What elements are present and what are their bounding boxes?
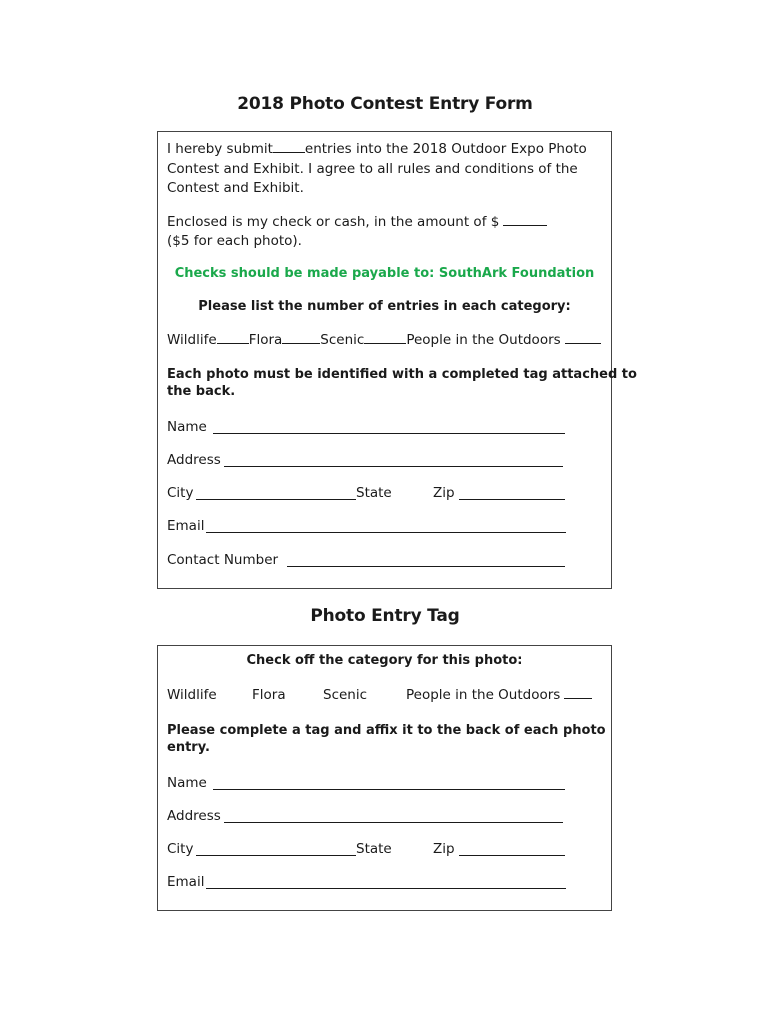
city-state-zip-row <box>167 484 565 502</box>
enclosed-line-1 <box>167 213 547 231</box>
address-field[interactable] <box>167 451 563 469</box>
email-line[interactable] <box>206 532 566 533</box>
submit-pre-text: I hereby submit <box>167 141 273 157</box>
city-line[interactable] <box>196 499 356 500</box>
tag-city-label: City <box>167 841 194 857</box>
tag-email-line[interactable] <box>206 888 566 889</box>
name-label: Name <box>167 419 207 435</box>
enclosed-line-2: ($5 for each photo). <box>167 233 302 249</box>
check-category-prompt: Check off the category for this photo: <box>246 653 523 668</box>
photo-entry-tag-box <box>157 645 612 911</box>
contact-number-label: Contact Number <box>167 552 279 568</box>
enclosed-text: Enclosed is my check or cash, in the amount of $ <box>167 214 500 230</box>
contact-number-field[interactable] <box>167 551 565 569</box>
entry-form-box <box>157 131 637 589</box>
tag-address-label: Address <box>167 808 221 824</box>
tag-category-flora[interactable]: Flora <box>252 687 286 703</box>
name-line[interactable] <box>213 433 565 434</box>
tag-people-check-blank[interactable] <box>564 686 592 699</box>
flora-count-blank[interactable] <box>282 331 320 344</box>
tag-state-label: State <box>356 841 392 857</box>
amount-blank[interactable] <box>503 213 547 226</box>
submit-post-text: entries into the 2018 Outdoor Expo Photo <box>304 141 587 157</box>
tag-address-field[interactable] <box>167 807 563 825</box>
tag-note-line-2: the back. <box>167 384 236 399</box>
tag-city-state-zip-row <box>167 840 565 858</box>
affix-note-line-1: Please complete a tag and affix it to the back of each photo <box>167 723 606 738</box>
tag-city-line[interactable] <box>196 855 356 856</box>
category-list-prompt: Please list the number of entries in each category: <box>198 299 571 314</box>
state-label: State <box>356 485 392 501</box>
category-count-row <box>167 331 601 349</box>
affix-note-line-2: entry. <box>167 740 210 755</box>
category-people-label: People in the Outdoors <box>406 332 561 348</box>
tag-address-line[interactable] <box>224 822 563 823</box>
tag-name-line[interactable] <box>213 789 565 790</box>
contact-number-line[interactable] <box>287 566 565 567</box>
category-flora-label: Flora <box>248 332 283 348</box>
tag-zip-line[interactable] <box>459 855 565 856</box>
city-label: City <box>167 485 194 501</box>
tag-category-people-label: People in the Outdoors <box>406 687 561 703</box>
name-field[interactable] <box>167 418 565 436</box>
zip-label: Zip <box>433 485 455 501</box>
people-count-blank[interactable] <box>565 331 601 344</box>
zip-line[interactable] <box>459 499 565 500</box>
tag-email-field[interactable] <box>167 873 566 891</box>
tag-title: Photo Entry Tag <box>310 606 460 626</box>
address-label: Address <box>167 452 221 468</box>
tag-category-people[interactable] <box>406 686 592 704</box>
submit-line-3: Contest and Exhibit. <box>167 180 304 196</box>
submit-line-1 <box>167 140 587 158</box>
address-line[interactable] <box>224 466 563 467</box>
tag-zip-label: Zip <box>433 841 455 857</box>
tag-name-label: Name <box>167 775 207 791</box>
tag-category-wildlife[interactable]: Wildlife <box>167 687 217 703</box>
form-title: 2018 Photo Contest Entry Form <box>237 94 533 114</box>
tag-name-field[interactable] <box>167 774 565 792</box>
email-field[interactable] <box>167 517 566 535</box>
tag-email-label: Email <box>167 874 205 890</box>
entries-count-blank[interactable] <box>273 140 305 153</box>
payable-notice: Checks should be made payable to: SouthArk Foundation <box>174 266 595 281</box>
category-scenic-label: Scenic <box>320 332 365 348</box>
scenic-count-blank[interactable] <box>364 331 406 344</box>
category-wildlife-label: Wildlife <box>167 332 217 348</box>
tag-category-scenic[interactable]: Scenic <box>323 687 368 703</box>
submit-line-2: Contest and Exhibit. I agree to all rules and conditions of the <box>167 161 578 177</box>
email-label: Email <box>167 518 205 534</box>
tag-note-line-1: Each photo must be identified with a completed tag attached to <box>167 367 637 382</box>
wildlife-count-blank[interactable] <box>217 331 249 344</box>
